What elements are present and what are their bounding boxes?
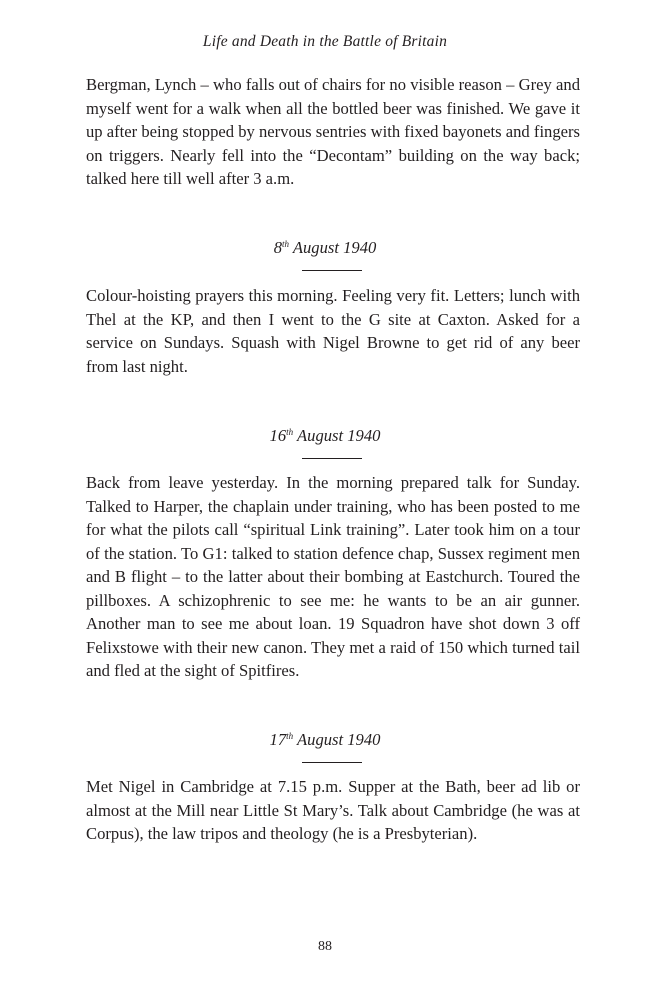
entry-date-heading [0,426,650,446]
date-rule [302,458,362,459]
entry-date-heading [0,238,650,258]
page-number: 88 [318,939,332,954]
entry-paragraph: Back from leave yesterday. In the morning prepared talk for Sunday. Talked to Harper, the chaplain under training, who has been posted to me for what the pilots call “spiritual Link training”. Later took him on a tour of the station. To G1: talked to station defence chap, Sussex regiment men and B flight – to the latter about their bombing at Eastchurch. Toured the pillboxes. A schizophrenic to see me: he wants to be an air gunner. Another man to see me about loan. 19 Squadron have shot down 3 off Felixstowe with their new canon. They met a raid of 150 which turned tail and fled at the sight of Spitfires. [86,473,580,680]
entry-ordinal-suffix: th [281,239,289,249]
running-head: Life and Death in the Battle of Britain [202,33,448,50]
entry-date-heading [0,730,650,750]
entry-month-year: August 1940 [292,238,377,257]
entry-day: 16 [269,426,287,445]
opening-paragraph: Bergman, Lynch – who falls out of chairs for no visible reason – Grey and myself went for a walk when all the bottled beer was finished. We gave it up after being stopped by nervous sentries with fixed bayonets and fingers on triggers. Nearly fell into the “Decontam” building on the way back; talked here till well after 3 a.m. [86,75,580,188]
date-rule [302,270,362,271]
entry-ordinal-suffix: th [286,731,294,741]
entry-day: 17 [269,730,287,749]
entry-paragraph: Met Nigel in Cambridge at 7.15 p.m. Supper at the Bath, beer ad lib or almost at the Mill near Little St Mary’s. Talk about Cambridge (he was at Corpus), the law tripos and theology (he is a Presbyterian). [86,777,580,843]
date-rule [302,762,362,763]
entry-ordinal-suffix: th [286,427,294,437]
entry-paragraph: Colour-hoisting prayers this morning. Feeling very fit. Letters; lunch with Thel at the KP, and then I went to the G site at Caxton. Asked for a service on Sundays. Squash with Nigel Browne to get rid of any beer from last night. [86,286,580,376]
entry-day: 8 [273,238,282,257]
entry-month-year: August 1940 [297,426,381,445]
entry-month-year: August 1940 [297,730,381,749]
